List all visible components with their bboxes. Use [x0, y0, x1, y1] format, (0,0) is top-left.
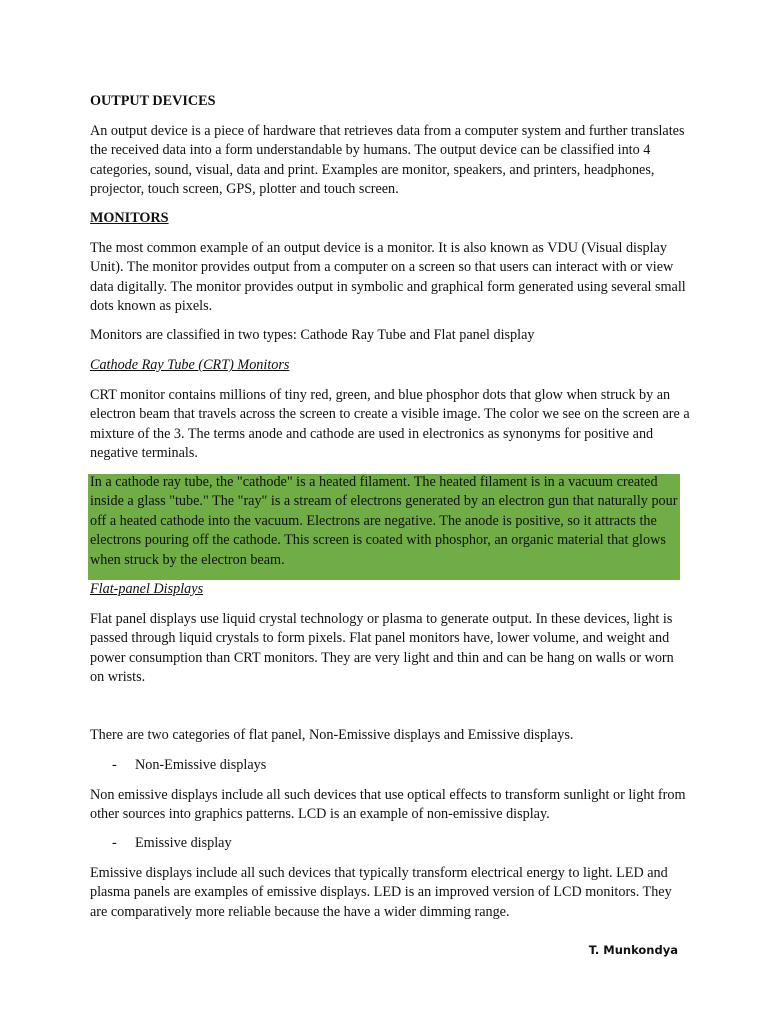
- monitors-paragraph-1: The most common example of an output device is a monitor. It is also known as VDU (Visual display Unit). The monitor provides output from a computer on a screen so that users can interact with or view data digitally. The monitor provides output in symbolic and graphical form generated using several small dots known as pixels.: [90, 240, 686, 315]
- monitors-paragraph-2: Monitors are classified in two types: Cathode Ray Tube and Flat panel display: [90, 327, 535, 343]
- page-title: OUTPUT DEVICES: [90, 93, 216, 109]
- crt-highlight-paragraph: In a cathode ray tube, the "cathode" is a heated filament. The heated filament is in a vacuum created inside a glass "tube." The "ray" is a stream of electrons generated by an electron gun that naturally pour off a heated cathode into the vacuum. Electrons are negative. The anode is positive, so it attracts the electrons pouring off the cathode. This screen is coated with phosphor, an organic material that glows when struck by the electron beam.: [90, 474, 678, 568]
- crt-paragraph: CRT monitor contains millions of tiny red, green, and blue phosphor dots that glow when struck by an electron beam that travels across the screen to create a visible image. The color we see on the screen are a mixture of the 3. The terms anode and cathode are used in electronics as synonyms for positive and negative terminals.: [90, 387, 690, 462]
- emissive-paragraph: Emissive displays include all such devices that typically transform electrical energy to light. LED and plasma panels are examples of emissive displays. LED is an improved version of LCD monitors. They are comparatively more reliable because the have a wider dimming range.: [90, 865, 672, 920]
- bullet-label: Emissive display: [135, 835, 232, 851]
- monitors-heading: MONITORS: [90, 210, 169, 226]
- intro-paragraph: An output device is a piece of hardware that retrieves data from a computer system and further translates the received data into a form understandable by humans. The output device can be classified into 4 categories, sound, visual, data and print. Examples are monitor, speakers, and printers, headphones, projector, touch screen, GPS, plotter and touch screen.: [90, 123, 685, 198]
- flat-panel-paragraph-2: There are two categories of flat panel, Non-Emissive displays and Emissive displays.: [90, 727, 574, 743]
- crt-heading: Cathode Ray Tube (CRT) Monitors: [90, 357, 290, 373]
- bullet-dash: -: [112, 757, 117, 773]
- bullet-dash: -: [112, 835, 117, 851]
- flat-panel-heading: Flat-panel Displays: [90, 581, 204, 597]
- author-footer: T. Munkondya: [588, 943, 678, 957]
- non-emissive-paragraph: Non emissive displays include all such devices that use optical effects to transform sunlight or light from other sources into graphics patterns. LCD is an example of non-emissive display.: [90, 787, 686, 823]
- bullet-label: Non-Emissive displays: [135, 757, 267, 773]
- flat-panel-paragraph-1: Flat panel displays use liquid crystal technology or plasma to generate output. In these devices, light is passed through liquid crystals to form pixels. Flat panel monitors have, lower volume, and weight and power consumption than CRT monitors. They are very light and thin and can be hang on walls or worn on wrists.: [90, 611, 674, 686]
